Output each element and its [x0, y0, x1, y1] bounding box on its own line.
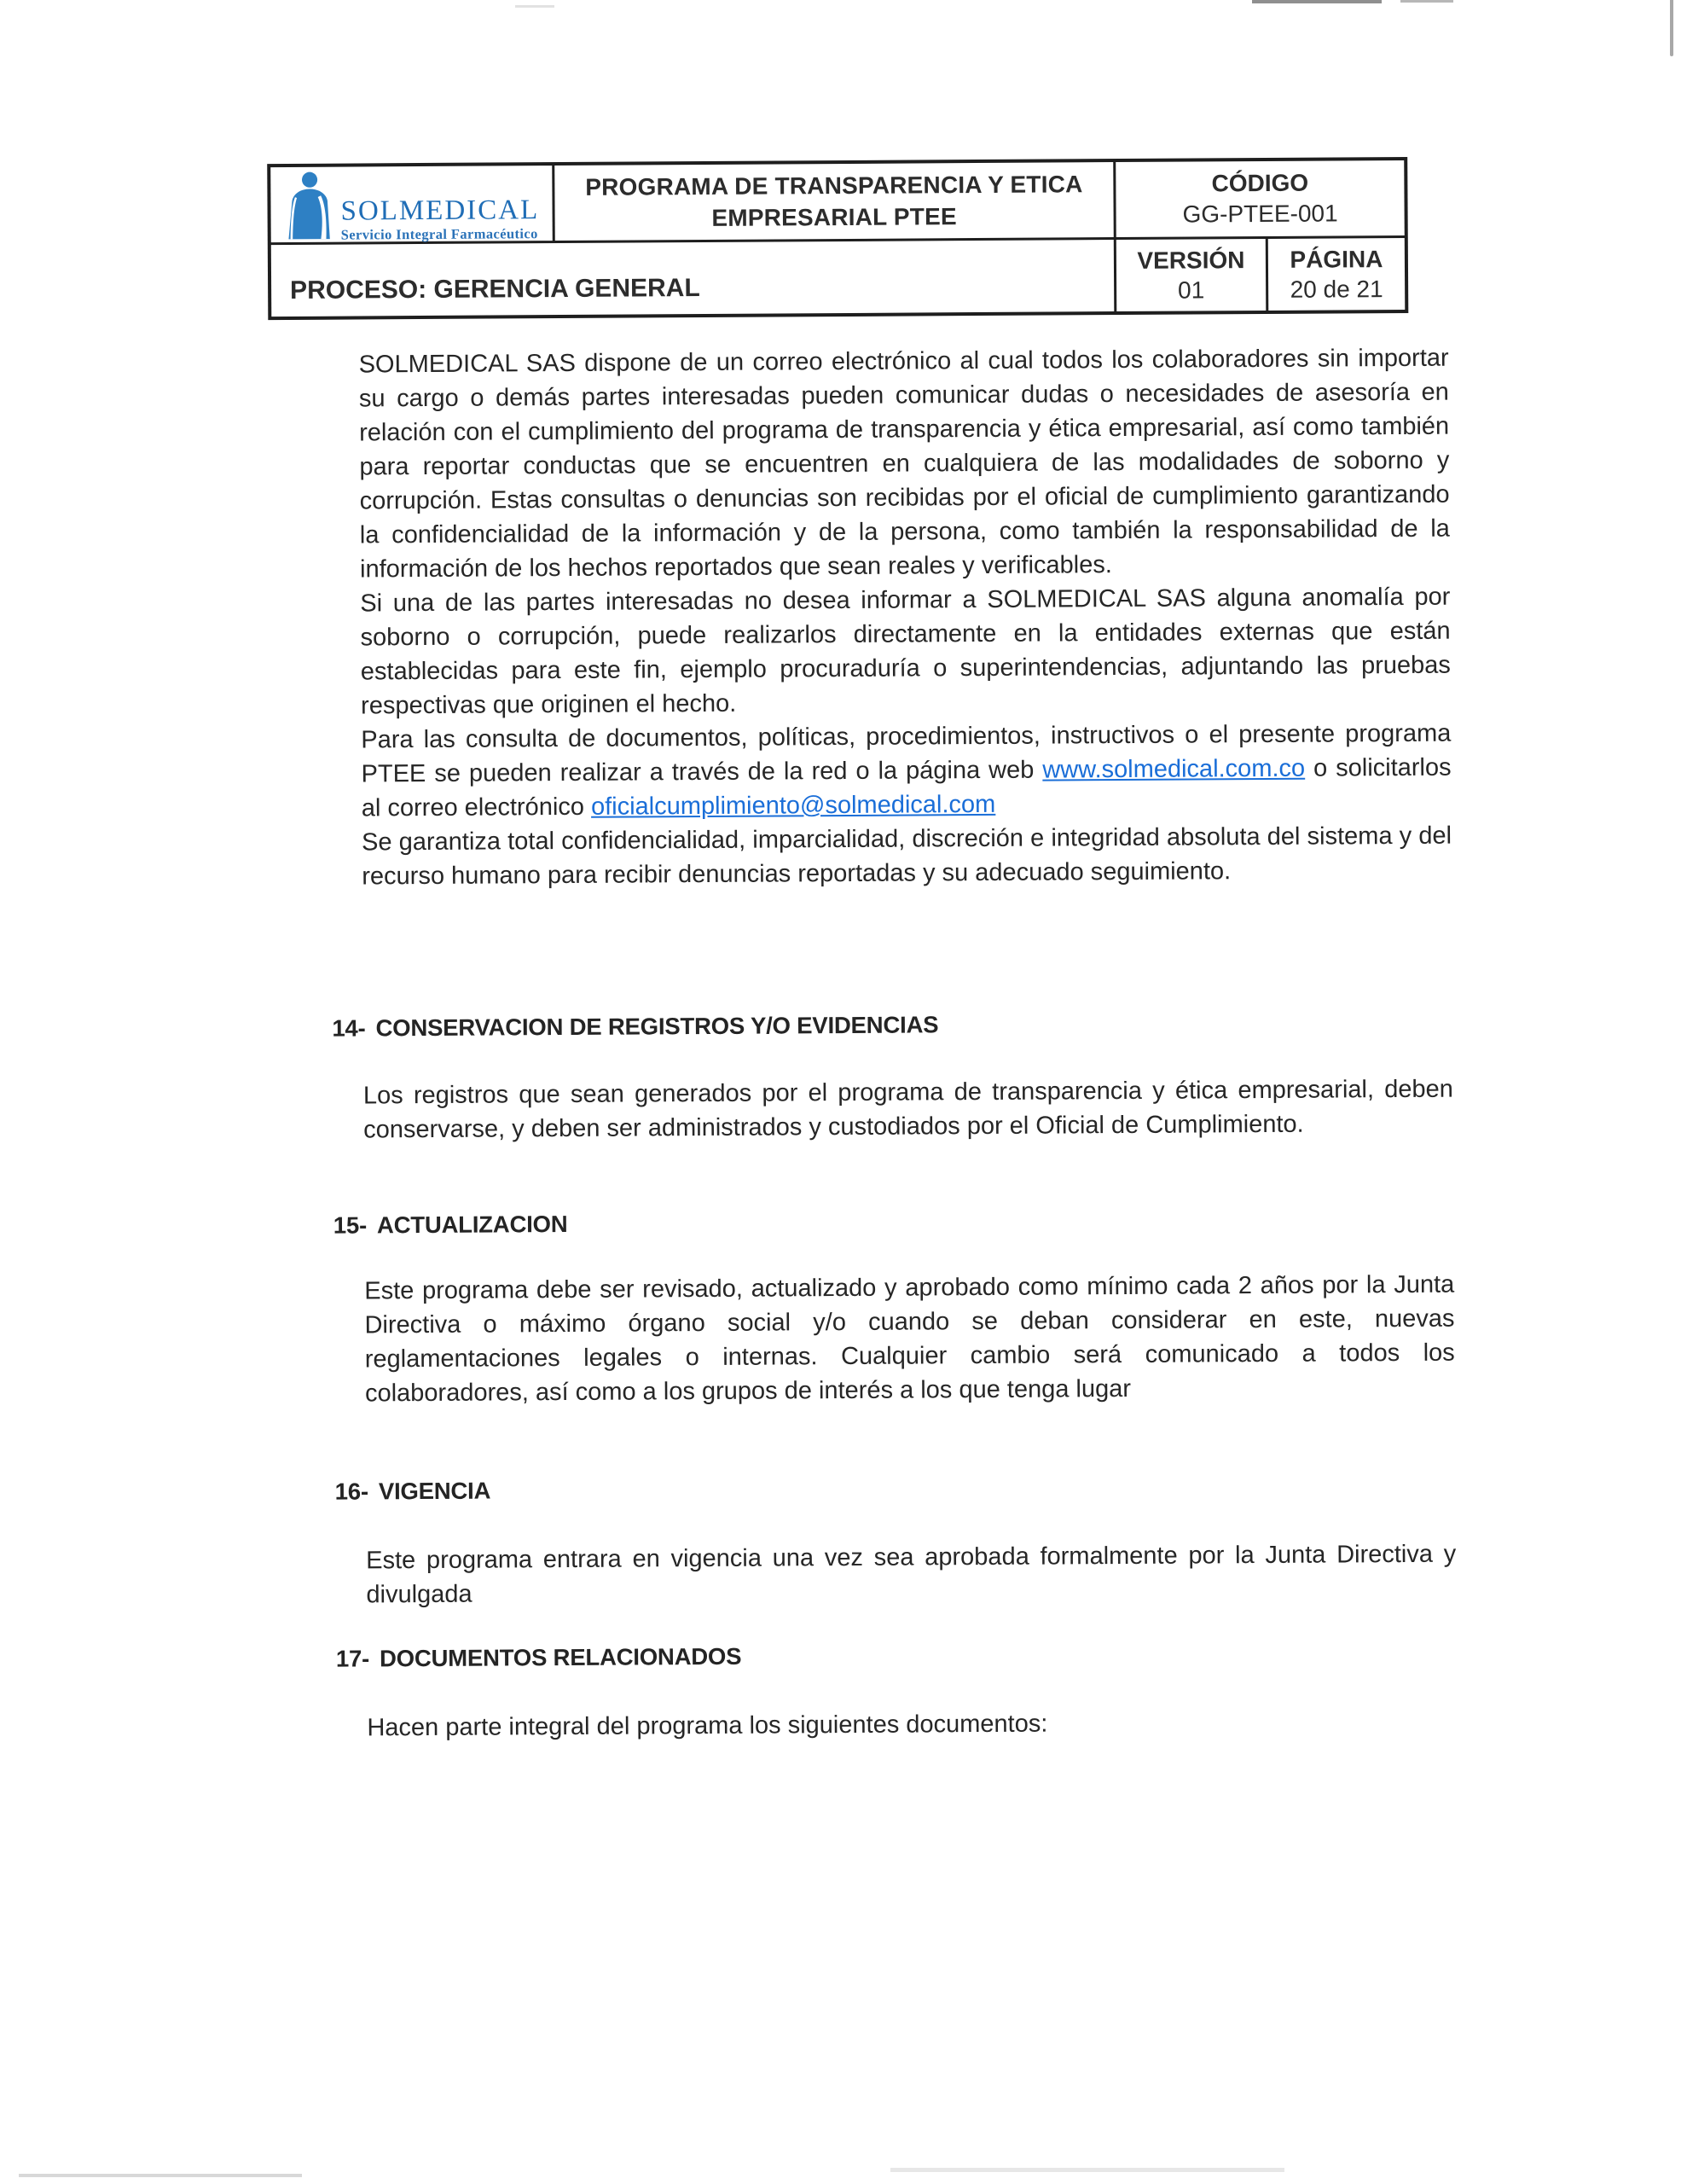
- logo-text: [340, 195, 539, 243]
- section-heading-actualizacion: [333, 1211, 568, 1240]
- codigo-label: CÓDIGO: [1211, 169, 1309, 197]
- section-number: 15-: [333, 1211, 368, 1239]
- paragraph-entidades-externas: Si una de las partes interesadas no desea informar a SOLMEDICAL SAS alguna anomalía por soborno o corrupción, puede realizarlos directamente en la entidades externas que están establecidas para este fin, ejemplo procuraduría o superintendencias, adjuntando las pruebas respectivas que originen el hecho.: [360, 583, 1451, 720]
- document-title: [554, 162, 1114, 241]
- section-paragraph-vigencia: Este programa entrara en vigencia una vez sea aprobada formalmente por la Junta Directiva y divulgada: [366, 1540, 1457, 1609]
- logo: [270, 166, 553, 242]
- section-number: 16-: [334, 1478, 368, 1505]
- paragraph-denuncias: SOLMEDICAL SAS dispone de un correo electrónico al cual todos los colaboradores sin importar su cargo o demás partes interesadas pueden comunicar dudas o necesidades de asesoría en relación con el cumplimiento del programa de transparencia y ética empresarial, así como también para reportar conductas que se encuentren en cualquiera de las modalidades de soborno y corrupción. Estas consultas o denuncias son recibidas por el oficial de cumplimiento garantizando la confidencialidad de la información y de la persona, como también la responsabilidad de la información de los hechos reportados que sean reales y verificables.: [358, 344, 1450, 584]
- logo-tagline: Servicio Integral Farmacéutico: [340, 225, 538, 243]
- pagina-value: 20 de 21: [1290, 276, 1383, 303]
- pagina-cell: [1268, 238, 1406, 311]
- pagina-label: PÁGINA: [1290, 246, 1383, 273]
- section-title: DOCUMENTOS RELACIONADOS: [379, 1642, 742, 1672]
- section-paragraph-documentos-relacionados: Hacen parte integral del programa los siguientes documentos:: [367, 1710, 1048, 1742]
- section-paragraph-conservacion: Los registros que sean generados por el programa de transparencia y ética empresarial, deben conservarse, y deben ser administrados y custodiados por el Oficial de Cumplimiento.: [362, 1075, 1453, 1144]
- section-heading-conservacion: [332, 1011, 938, 1042]
- section-title: CONSERVACION DE REGISTROS Y/O EVIDENCIAS: [375, 1011, 939, 1042]
- section-paragraph-actualizacion: Este programa debe ser revisado, actualizado y aprobado como mínimo cada 2 años por la Junta Directiva o máximo órgano social y/o cuando se deban considerar en este, nuevas reglamentaciones legales o internas. Cualquier cambio será comunicado a todos los colaboradores, así como a los grupos de interés a los que tenga lugar: [364, 1270, 1455, 1408]
- logo-brand: SOLMEDICAL: [340, 195, 540, 227]
- section-title: VIGENCIA: [378, 1477, 491, 1505]
- version-label: VERSIÓN: [1137, 247, 1245, 274]
- person-icon: [281, 171, 335, 241]
- codigo-cell: [1116, 160, 1405, 237]
- scan-artifact: [890, 2168, 1284, 2172]
- body-paragraphs: [359, 341, 1452, 894]
- document-title-line2: EMPRESARIAL PTEE: [711, 203, 957, 231]
- section-heading-vigencia: [335, 1478, 491, 1506]
- version-cell: [1116, 239, 1267, 311]
- scan-artifact: [1670, 0, 1673, 56]
- section-number: 14-: [332, 1014, 366, 1042]
- scan-artifact: [1252, 0, 1382, 3]
- proceso-text: PROCESO: GERENCIA GENERAL: [290, 274, 700, 305]
- paragraph-text: Para las consulta de documentos, políticas, procedimientos, instructivos o el presente programa PTEE se pueden realizar a través de la red o la página web: [361, 719, 1452, 788]
- document-header-table: [267, 157, 1408, 320]
- codigo-value: GG-PTEE-001: [1182, 200, 1338, 228]
- email-link[interactable]: oficialcumplimiento@solmedical.com: [590, 790, 996, 821]
- section-heading-documentos-relacionados: [336, 1643, 742, 1673]
- section-number: 17-: [335, 1645, 370, 1672]
- paragraph-garantia-confidencialidad: Se garantiza total confidencialidad, imparcialidad, discreción e integridad absoluta del sistema y del recurso humano para recibir denuncias reportadas y su adecuado seguimiento.: [361, 822, 1452, 891]
- scan-artifact: [1400, 0, 1453, 3]
- paragraph-text: o solicitarlos al correo electrónico: [361, 753, 1452, 822]
- proceso-cell: [271, 240, 1114, 317]
- scan-artifact: [19, 2174, 302, 2177]
- website-link[interactable]: www.solmedical.com.co: [1042, 754, 1306, 784]
- scan-artifact: [515, 5, 554, 8]
- version-value: 01: [1177, 276, 1205, 304]
- section-title: ACTUALIZACION: [376, 1210, 568, 1239]
- paragraph-consulta-documentos: [361, 717, 1452, 826]
- document-title-line1: PROGRAMA DE TRANSPARENCIA Y ETICA: [585, 171, 1083, 200]
